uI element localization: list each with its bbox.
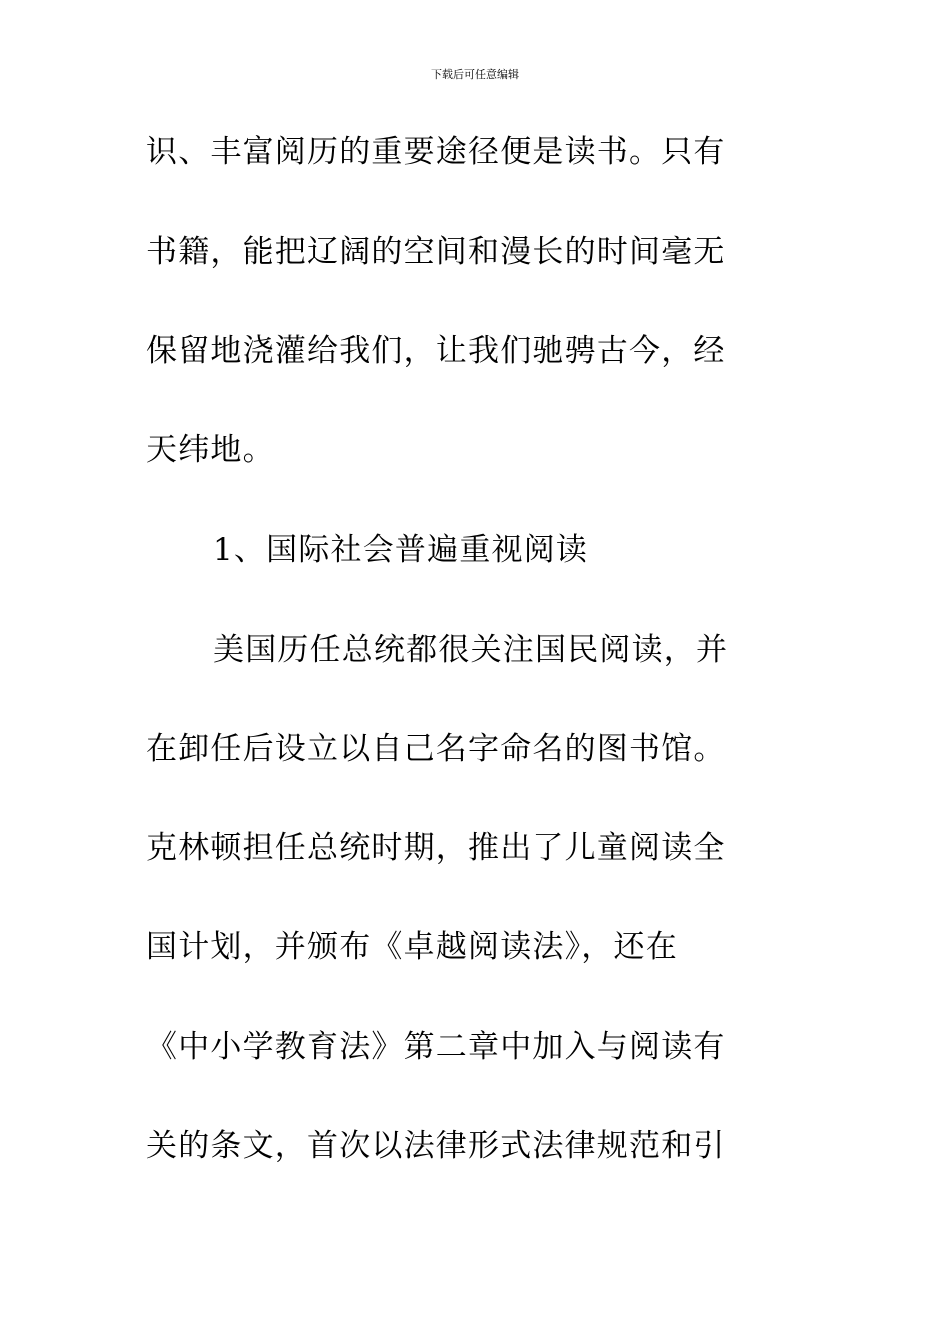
text-line: 书籍，能把辽阔的空间和漫长的时间毫无: [146, 234, 726, 270]
text-line: 在卸任后设立以自己名字命名的图书馆。: [146, 731, 726, 767]
text-line: 保留地浇灌给我们，让我们驰骋古今，经: [146, 333, 726, 369]
text-line: 《中小学教育法》第二章中加入与阅读有: [146, 1029, 726, 1065]
text-line: 关的条文，首次以法律形式法律规范和引: [146, 1128, 726, 1164]
section-heading: 1、国际社会普遍重视阅读: [213, 532, 589, 568]
text-line: 克林顿担任总统时期，推出了儿童阅读全: [146, 830, 726, 866]
paragraph-start-line: 美国历任总统都很关注国民阅读，并: [213, 632, 729, 668]
page-header: 下载后可任意编辑: [431, 68, 519, 81]
text-line: 天纬地。: [146, 432, 275, 468]
text-line: 国计划，并颁布《卓越阅读法》，还在: [146, 929, 678, 965]
text-line: 识、丰富阅历的重要途径便是读书。只有: [146, 134, 726, 170]
